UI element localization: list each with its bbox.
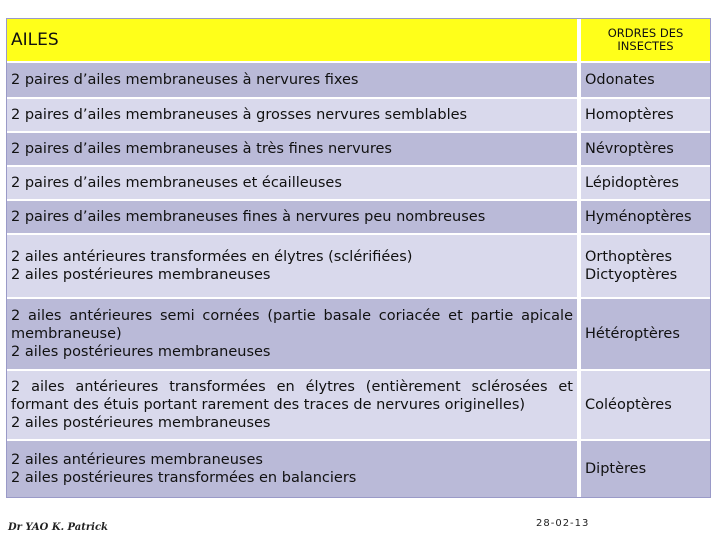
slide-date: 28-02-13 [536, 518, 590, 529]
wings-cell [7, 371, 581, 439]
order-cell [581, 441, 710, 497]
wings-line: 2 ailes postérieures transformées en balanciers [11, 470, 357, 486]
wings-line: 2 paires d’ailes membraneuses à grosses nervures semblables [11, 107, 468, 123]
insect-orders-table [6, 18, 711, 498]
wings-cell [7, 299, 581, 369]
order-line: Orthoptères [585, 249, 673, 265]
wings-line: 2 ailes antérieures transformées en élytres (sclérifiées) [11, 249, 413, 265]
table-row [7, 201, 710, 235]
order-line: Diptères [585, 461, 647, 477]
wings-line: 2 paires d’ailes membraneuses à nervures fixes [11, 72, 359, 88]
order-cell [581, 133, 710, 165]
order-line: Hétéroptères [585, 326, 680, 342]
order-line: Dictyoptères [585, 267, 678, 283]
wings-cell [7, 63, 581, 97]
order-line: Hyménoptères [585, 209, 692, 225]
order-line: Coléoptères [585, 397, 672, 413]
order-line: Névroptères [585, 141, 674, 157]
header-orders: ORDRES DES INSECTES [581, 19, 710, 61]
order-cell [581, 299, 710, 369]
wings-line: 2 paires d’ailes membraneuses fines à nervures peu nombreuses [11, 209, 486, 225]
order-cell [581, 235, 710, 297]
header-wings: AILES [7, 19, 581, 61]
order-cell [581, 201, 710, 233]
wings-line: 2 ailes postérieures membraneuses [11, 415, 271, 431]
order-line: Homoptères [585, 107, 674, 123]
wings-line: 2 ailes postérieures membraneuses [11, 267, 271, 283]
author-credit: Dr YAO K. Patrick [8, 522, 108, 533]
order-cell [581, 63, 710, 97]
wings-cell [7, 201, 581, 233]
wings-cell [7, 235, 581, 297]
wings-line: 2 ailes antérieures semi cornées (partie basale coriacée et partie apicale membraneuse) [11, 308, 573, 342]
order-line: Lépidoptères [585, 175, 679, 191]
order-cell [581, 167, 710, 199]
table-row [7, 299, 710, 371]
wings-line: 2 ailes postérieures membraneuses [11, 344, 271, 360]
table-row [7, 133, 710, 167]
table-row [7, 167, 710, 201]
wings-line: 2 ailes antérieures transformées en élytres (entièrement sclérosées et formant des étuis portant rarement des traces de nervures originelles) [11, 379, 573, 413]
wings-cell [7, 133, 581, 165]
wings-line: 2 paires d’ailes membraneuses et écailleuses [11, 175, 342, 191]
wings-cell [7, 441, 581, 497]
table-row [7, 99, 710, 133]
order-line: Odonates [585, 72, 655, 88]
order-cell [581, 371, 710, 439]
table-row [7, 371, 710, 441]
table-row [7, 63, 710, 99]
wings-cell [7, 167, 581, 199]
wings-cell [7, 99, 581, 131]
table-row [7, 235, 710, 299]
order-cell [581, 99, 710, 131]
table-header-row [7, 19, 710, 63]
table-row [7, 441, 710, 497]
wings-line: 2 ailes antérieures membraneuses [11, 452, 263, 468]
wings-line: 2 paires d’ailes membraneuses à très fines nervures [11, 141, 392, 157]
